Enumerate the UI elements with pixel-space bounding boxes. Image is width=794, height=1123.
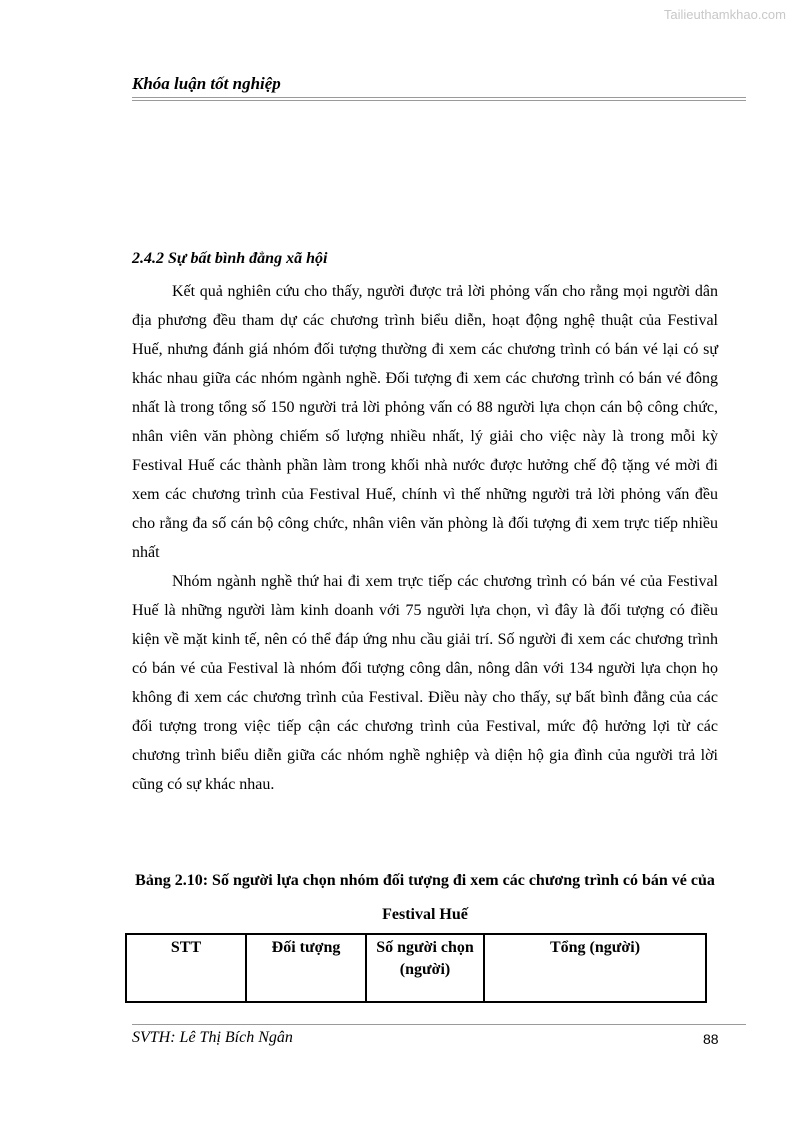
column-header-so-nguoi-chon: Số người chọn (người) bbox=[366, 934, 484, 1002]
watermark: Tailieuthamkhao.com bbox=[663, 7, 786, 22]
footer-author: SVTH: Lê Thị Bích Ngân bbox=[132, 1029, 293, 1046]
column-header-stt: STT bbox=[126, 934, 246, 1002]
column-header-tong: Tổng (người) bbox=[484, 934, 706, 1002]
table-caption: Bảng 2.10: Số người lựa chọn nhóm đối tượng đi xem các chương trình có bán vé của Festival Huế bbox=[135, 872, 715, 923]
header-divider bbox=[132, 97, 746, 101]
body-text bbox=[132, 277, 718, 799]
page-header-title: Khóa luận tốt nghiệp bbox=[132, 74, 281, 93]
footer-divider bbox=[132, 1024, 746, 1025]
column-header-doi-tuong: Đối tượng bbox=[246, 934, 366, 1002]
paragraph: Kết quả nghiên cứu cho thấy, người được trả lời phỏng vấn cho rằng mọi người dân địa phương đều tham dự các chương trình biểu diễn, hoạt động nghệ thuật của Festival Huế, nhưng đánh giá nhóm đối tượng thường đi xem các chương trình có bán vé lại có sự khác nhau giữa các nhóm ngành nghề. Đối tượng đi xem các chương trình có bán vé đông nhất là trong tổng số 150 người trả lời phỏng vấn có 88 người lựa chọn cán bộ công chức, nhân viên văn phòng chiếm số lượng nhiều nhất, lý giải cho việc này là trong mỗi kỳ Festival Huế các thành phần làm trong khối nhà nước được hưởng chế độ tặng vé mời đi xem các chương trình của Festival Huế, chính vì thế những người trả lời phỏng vấn đều cho rằng đa số cán bộ công chức, nhân viên văn phòng là đối tượng đi xem trực tiếp nhiều nhất bbox=[132, 283, 718, 561]
data-table bbox=[125, 933, 707, 1003]
table-header-row bbox=[126, 934, 706, 1002]
page-number: 88 bbox=[703, 1031, 719, 1047]
section-heading: 2.4.2 Sự bất bình đẳng xã hội bbox=[132, 250, 328, 267]
paragraph: Nhóm ngành nghề thứ hai đi xem trực tiếp các chương trình có bán vé của Festival Huế là những người làm kinh doanh với 75 người lựa chọn, vì đây là đối tượng có điều kiện về mặt kinh tế, nên có thể đáp ứng nhu cầu giải trí. Số người đi xem các chương trình có bán vé của Festival là nhóm đối tượng công dân, nông dân với 134 người lựa chọn họ không đi xem các chương trình của Festival. Điều này cho thấy, sự bất bình đẳng của các đối tượng trong việc tiếp cận các chương trình của Festival, mức độ hưởng lợi từ các chương trình biểu diễn giữa các nhóm nghề nghiệp và diện hộ gia đình của người trả lời cũng có sự khác nhau. bbox=[132, 573, 718, 793]
